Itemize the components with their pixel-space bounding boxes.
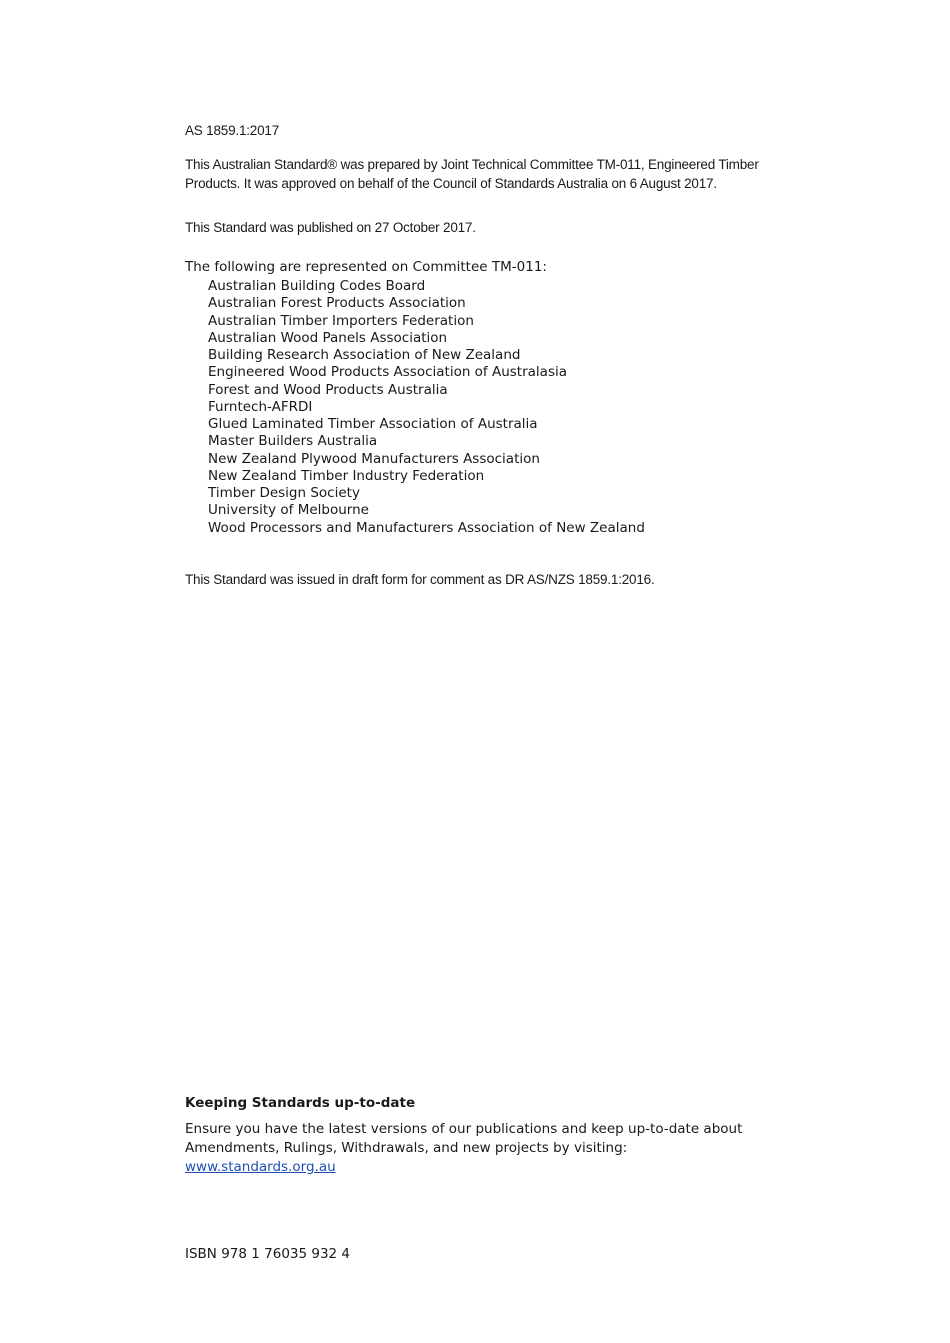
published-note: This Standard was published on 27 October 2017.: [185, 220, 476, 235]
isbn: ISBN 978 1 76035 932 4: [185, 1246, 351, 1262]
keeping-up-to-date-body: Ensure you have the latest versions of our publications and keep up-to-date about Amendments, Rulings, Withdrawals, and new projects by visiting:: [185, 1121, 743, 1156]
committee-member: Timber Design Society: [208, 485, 360, 501]
committee-member: New Zealand Plywood Manufacturers Association: [208, 450, 540, 467]
draft-note: This Standard was issued in draft form for comment as DR AS/NZS 1859.1:2016.: [185, 572, 655, 587]
committee-member: Master Builders Australia: [208, 433, 378, 450]
committee-member: Australian Wood Panels Association: [208, 329, 448, 346]
committee-member: Australian Timber Importers Federation: [208, 312, 474, 329]
committee-intro: The following are represented on Committee TM-011:: [185, 259, 547, 275]
preparation-note: This Australian Standard® was prepared by Joint Technical Committee TM-011, Engineered Timber Products. It was approved on behalf of the Council of Standards Australia on 6 August 2017.: [185, 157, 759, 191]
keeping-up-to-date-heading: Keeping Standards up-to-date: [185, 1095, 416, 1111]
document-id: AS 1859.1:2017: [185, 123, 280, 138]
committee-member: Australian Building Codes Board: [208, 278, 426, 294]
committee-member-list: [208, 278, 645, 537]
committee-member: New Zealand Timber Industry Federation: [208, 467, 485, 484]
standards-website-link[interactable]: www.standards.org.au: [185, 1159, 336, 1175]
committee-member: Engineered Wood Products Association of Australasia: [208, 364, 567, 381]
committee-member: Furntech-AFRDI: [208, 398, 313, 415]
committee-member: University of Melbourne: [208, 502, 369, 519]
committee-member: Australian Forest Products Association: [208, 295, 466, 312]
committee-member: Building Research Association of New Zealand: [208, 347, 521, 363]
committee-member: Glued Laminated Timber Association of Australia: [208, 416, 538, 432]
committee-member: Forest and Wood Products Australia: [208, 381, 448, 398]
committee-member: Wood Processors and Manufacturers Association of New Zealand: [208, 519, 645, 536]
